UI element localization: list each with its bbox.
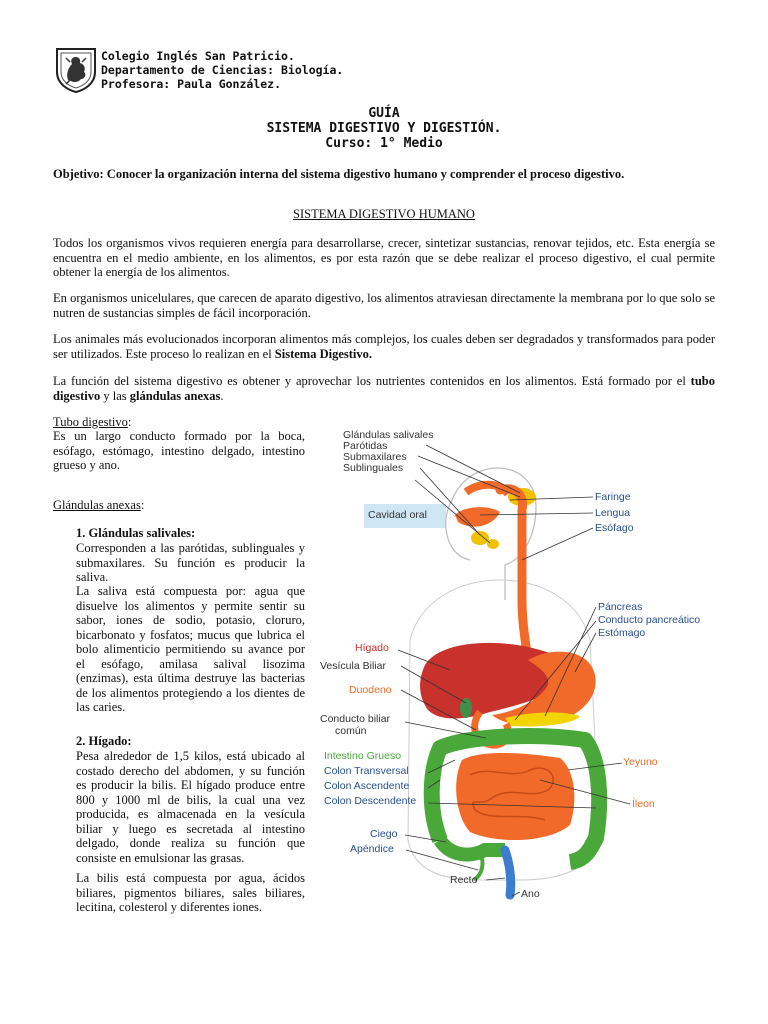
- item-saliva-composition: La saliva está compuesta por: agua que disuelve los alimentos y permite sentir su sabor, iones de sodio, potasio, cloruro, bicarbonato y fosfatos; mucus que lubrica el bolo alimenticio permitiendo su avance por el esófago, amilasa salival lisozima (enzimas), esta última destruye las bacterias de los alimentos protegiendo a los dientes de las caries.: [76, 584, 305, 714]
- course-label: Curso: 1° Medio: [325, 136, 443, 151]
- tubo-body: Es un largo conducto formado por la boca, esófago, estómago, intestino delgado, intestino grueso y ano.: [53, 429, 305, 472]
- rectum-tube: [505, 850, 511, 895]
- cecum-tube: [440, 840, 505, 855]
- submaxillary-gland: [471, 531, 489, 545]
- item-liver-title: 2. Hígado:: [76, 734, 132, 748]
- paragraph-complex-animals: Los animales más evolucionados incorporan alimentos más complejos, los cuales deben ser degradados y transformados para poder ser utilizados. Este proceso lo realizan en el Sistema Digestivo.: [53, 332, 715, 361]
- digestive-system-term: Sistema Digestivo.: [274, 346, 373, 361]
- label-pancreas: Páncreas: [598, 601, 643, 613]
- teacher-name: Profesora: Paula González.: [101, 77, 282, 91]
- label-conducto-pancreatico: Conducto pancreático: [598, 614, 701, 626]
- label-vesicula-biliar: Vesícula Biliar: [320, 660, 386, 672]
- item-salivary-body: Corresponden a las parótidas, sublinguales y submaxilares. Su función es producir la saliva.: [76, 541, 305, 584]
- tubo-heading: Tubo digestivo:: [53, 415, 132, 429]
- label-colon-descendente: Colon Descendente: [324, 795, 417, 807]
- item-salivary-title: 1. Glándulas salivales:: [76, 526, 196, 540]
- small-intestine-shape: [456, 753, 574, 840]
- guide-label: GUÍA: [368, 106, 400, 121]
- label-ano: Ano: [521, 888, 540, 900]
- label-recto: Recto: [450, 874, 478, 886]
- label-esofago: Esófago: [595, 522, 634, 534]
- label-cavidad-oral: Cavidad oral: [368, 509, 427, 521]
- label-intestino-grueso: Intestino Grueso: [324, 750, 402, 762]
- label-conducto-biliar: Conducto biliar: [320, 713, 391, 725]
- label-higado: Hígado: [355, 642, 389, 654]
- objective-text: Objetivo: Conocer la organización interna del sistema digestivo humano y comprender el proceso digestivo.: [53, 167, 625, 181]
- tongue-shape: [455, 507, 500, 526]
- guide-title: SISTEMA DIGESTIVO Y DIGESTIÓN.: [266, 121, 502, 136]
- glandulas-heading: Glándulas anexas:: [53, 498, 145, 512]
- section-title: SISTEMA DIGESTIVO HUMANO: [293, 207, 475, 221]
- label-ciego: Ciego: [370, 828, 398, 840]
- label-glandulas-salivales: Glándulas salivales: [343, 429, 434, 441]
- tubo-digestivo-term: tubo digestivo: [53, 374, 715, 403]
- label-ileon: Íleon: [632, 798, 655, 810]
- glandulas-anexas-term: glándulas anexas: [129, 388, 221, 403]
- school-name: Colegio Inglés San Patricio.: [101, 49, 295, 63]
- label-submaxilares: Submaxilares: [343, 451, 407, 463]
- label-duodeno: Duodeno: [349, 684, 392, 696]
- item-bile-composition: La bilis está compuesta por agua, ácidos biliares, pigmentos biliares, sales biliares, lecitina, colesterol y diferentes iones.: [76, 871, 305, 914]
- sublingual-gland: [487, 539, 499, 549]
- department-name: Departamento de Ciencias: Biología.: [101, 63, 344, 77]
- label-apendice: Apéndice: [350, 843, 394, 855]
- paragraph-energy: Todos los organismos vivos requieren energía para desarrollarse, crecer, sintetizar sustancias, renovar tejidos, etc. Esta energía se encuentra en el medio ambiente, en los alimentos, es por esta razón que se debe realizar el proceso digestivo, el cual permite obtener la energía de los alimentos.: [53, 236, 715, 279]
- paragraph-function: La función del sistema digestivo es obtener y aprovechar los nutrientes contenidos en los alimentos. Está formado por el tubo digestivo y las glándulas anexas.: [53, 374, 715, 403]
- label-colon-transversal: Colon Transversal: [324, 765, 409, 777]
- label-faringe: Faringe: [595, 491, 631, 503]
- label-yeyuno: Yeyuno: [623, 756, 658, 768]
- item-liver-body: Pesa alrededor de 1,5 kilos, está ubicado al costado derecho del abdomen, y su función es producir la bilis. El hígado produce entre 800 y 1000 ml de bilis, la cual una vez producida, es almacenada en la vesícula biliar y luego es secretada al intestino delgado, donde realiza su función que consiste en emulsionar las grasas.: [76, 749, 305, 865]
- paragraph-unicellular: En organismos unicelulares, que carecen de aparato digestivo, los alimentos atraviesan directamente la membrana por lo que solo se nutren de sustancias simples de fácil incorporación.: [53, 291, 715, 320]
- label-sublinguales: Sublinguales: [343, 462, 404, 474]
- label-parotidas: Parótidas: [343, 440, 388, 452]
- label-lengua: Lengua: [595, 507, 631, 519]
- label-colon-ascendente: Colon Ascendente: [324, 780, 410, 792]
- label-estomago: Estómago: [598, 627, 646, 639]
- label-conducto-biliar-comun: común: [335, 725, 367, 737]
